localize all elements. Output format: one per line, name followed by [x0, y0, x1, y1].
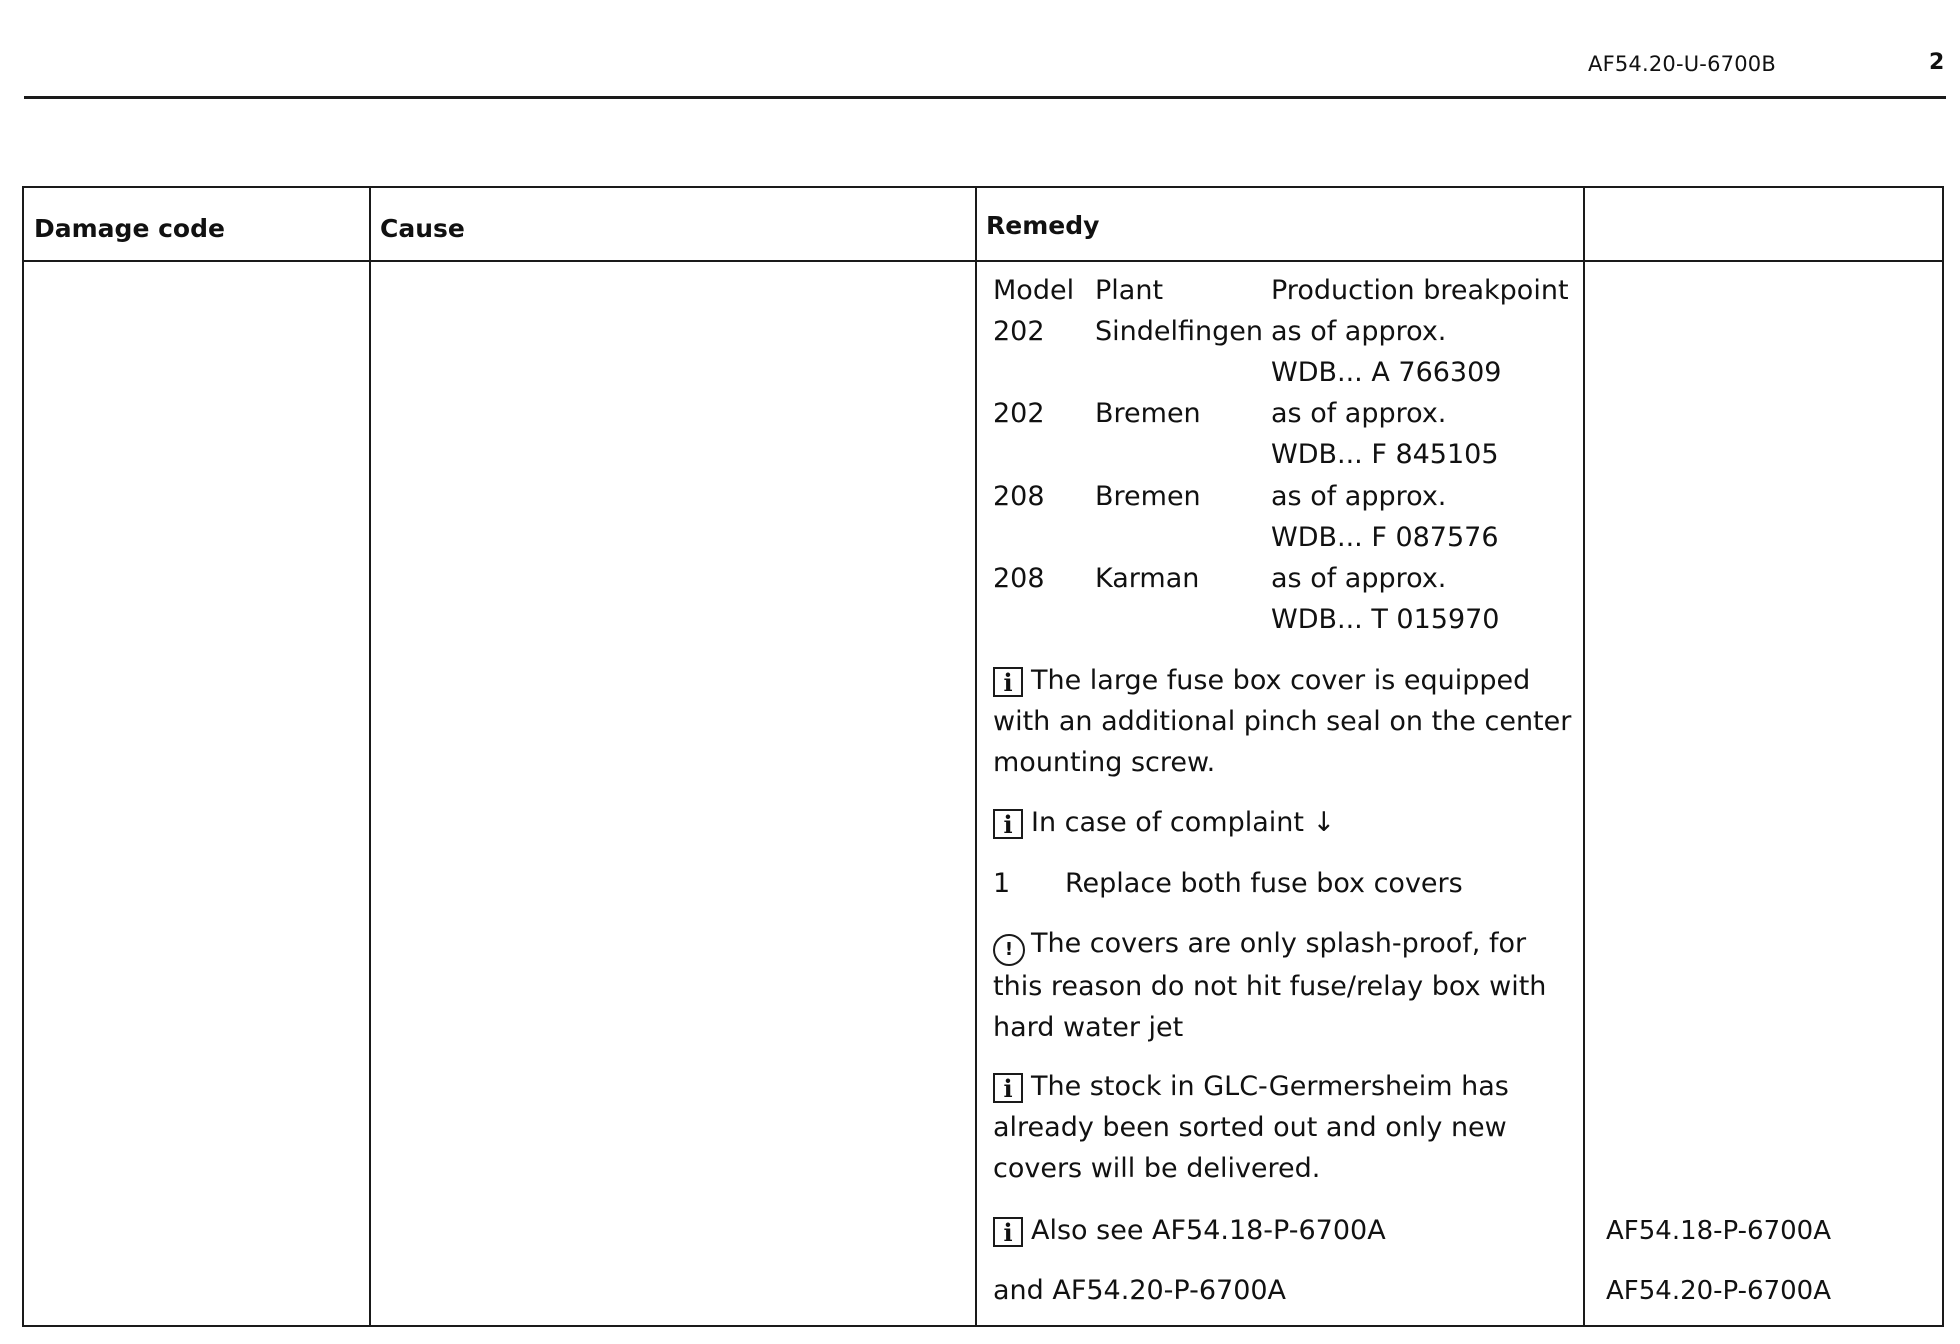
prod-row-breakpoint: as of approx.	[1271, 481, 1447, 512]
note-complaint	[993, 802, 1593, 843]
prod-row-vin: WDB... F 087576	[1271, 522, 1499, 553]
info-icon: i	[993, 1217, 1023, 1247]
see-also-text: Also see AF54.18-P-6700A	[1031, 1215, 1386, 1246]
prod-row-model: 202	[993, 398, 1045, 429]
note-line: The stock in GLC-Germersheim has	[1031, 1071, 1509, 1102]
prod-row-breakpoint: as of approx.	[1271, 398, 1447, 429]
warning-line: The covers are only splash-proof, for	[1031, 928, 1527, 959]
info-icon: i	[993, 809, 1023, 839]
prod-row-breakpoint: as of approx.	[1271, 563, 1447, 594]
warning-line: hard water jet	[993, 1012, 1184, 1043]
note-see-also	[993, 1210, 1593, 1251]
column-header-remedy: Remedy	[986, 211, 1100, 240]
prod-row-plant: Karman	[1095, 563, 1200, 594]
note-line: with an additional pinch seal on the center	[993, 706, 1572, 737]
prod-row-vin: WDB... T 015970	[1271, 604, 1500, 635]
document-id: AF54.20-U-6700B	[1588, 52, 1776, 76]
warning-icon: !	[993, 934, 1025, 966]
column-header-damage-code: Damage code	[34, 214, 225, 243]
step-text: Replace both fuse box covers	[1065, 868, 1463, 899]
prod-row-plant: Bremen	[1095, 398, 1201, 429]
step-number: 1	[993, 868, 1011, 899]
page-number: 2	[1929, 50, 1945, 75]
note-pinch-seal	[993, 660, 1593, 783]
note-line: mounting screw.	[993, 747, 1216, 778]
column-divider-1	[369, 186, 371, 1327]
note-line: already been sorted out and only new	[993, 1112, 1507, 1143]
column-divider-2	[975, 186, 977, 1327]
reference-link[interactable]: AF54.20-P-6700A	[1606, 1276, 1831, 1306]
prod-row-vin: WDB... A 766309	[1271, 357, 1502, 388]
info-icon: i	[993, 1073, 1023, 1103]
prod-header-plant: Plant	[1095, 275, 1164, 306]
prod-row-vin: WDB... F 845105	[1271, 439, 1499, 470]
prod-row-model: 202	[993, 316, 1045, 347]
warning-splash-proof	[993, 923, 1593, 1048]
note-line: In case of complaint ↓	[1031, 807, 1336, 838]
prod-header-breakpoint: Production breakpoint	[1271, 275, 1569, 306]
prod-header-model: Model	[993, 275, 1075, 306]
note-line: covers will be delivered.	[993, 1153, 1321, 1184]
note-line: The large fuse box cover is equipped	[1031, 665, 1531, 696]
step-replace-covers	[993, 863, 1593, 904]
prod-row-model: 208	[993, 481, 1045, 512]
info-icon: i	[993, 667, 1023, 697]
prod-row-plant: Sindelfingen	[1095, 316, 1263, 347]
note-stock-sorted	[993, 1066, 1593, 1189]
column-header-cause: Cause	[380, 214, 465, 243]
header-divider	[24, 96, 1946, 99]
header-row-divider	[22, 260, 1944, 262]
damage-table	[22, 186, 1944, 1327]
prod-row-breakpoint: as of approx.	[1271, 316, 1447, 347]
note-and-reference: and AF54.20-P-6700A	[993, 1275, 1287, 1306]
prod-row-model: 208	[993, 563, 1045, 594]
warning-line: this reason do not hit fuse/relay box with	[993, 971, 1547, 1002]
prod-row-plant: Bremen	[1095, 481, 1201, 512]
reference-link[interactable]: AF54.18-P-6700A	[1606, 1216, 1831, 1246]
